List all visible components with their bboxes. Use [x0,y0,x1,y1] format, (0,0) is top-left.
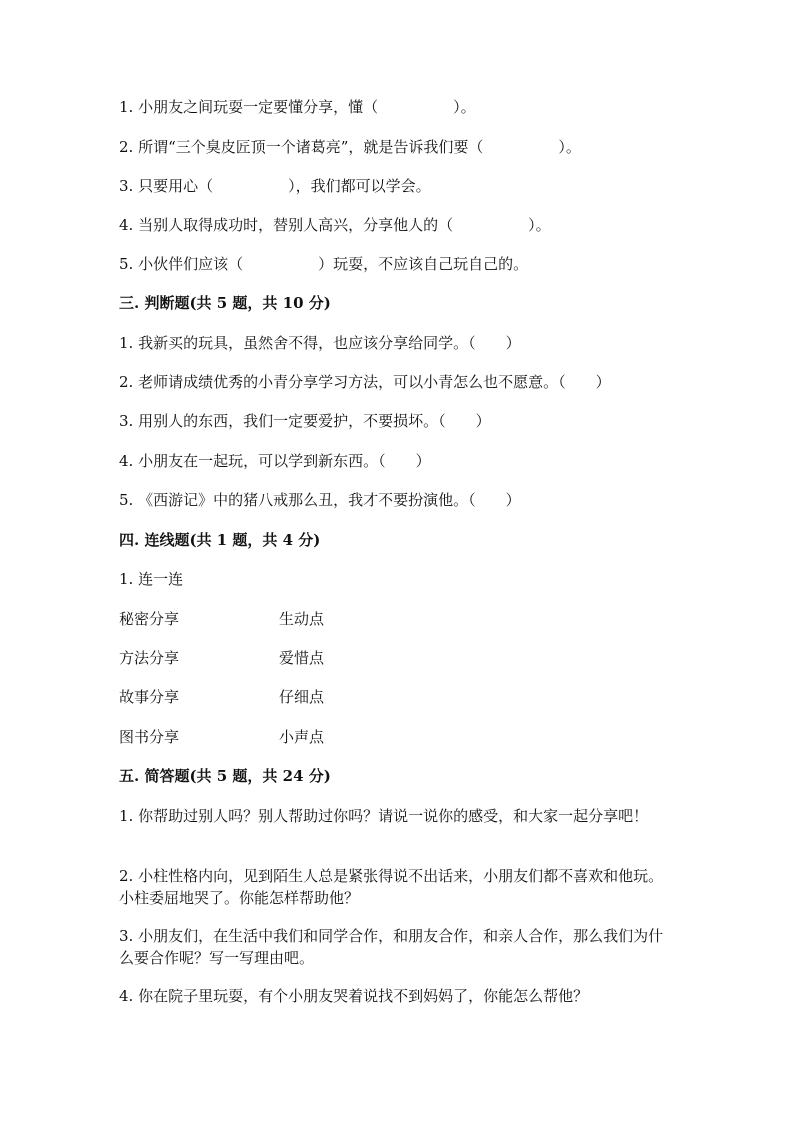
judge-item-3: 3. 用别人的东西，我们一定要爱护，不要损坏。（ ） [119,412,491,430]
match-right-1: 生动点 [279,610,325,628]
short-answer-item-2: 2. 小柱性格内向，见到陌生人总是紧张得说不出话来，小朋友们都不喜欢和他玩。小柱委屈地哭了。你能怎样帮助他？ [119,867,664,907]
match-right-2: 爱惜点 [279,649,325,667]
match-left-3: 故事分享 [119,688,180,706]
judge-item-2: 2. 老师请成绩优秀的小青分享学习方法，可以小青怎么也不愿意。（ ） [119,373,611,391]
section-3-title: 三. 判断题(共 5 题，共 10 分) [119,294,331,312]
judge-item-4: 4. 小朋友在一起玩，可以学到新东西。（ ） [119,452,431,470]
fill-blank-item-5: 5. 小伙伴们应该（ ）玩耍，不应该自己玩自己的。 [119,255,529,273]
match-right-4: 小声点 [279,728,325,746]
fill-blank-item-2: 2. 所谓“三个臭皮匠顶一个诸葛亮”，就是告诉我们要（ ）。 [119,138,581,156]
section-4-title: 四. 连线题(共 1 题，共 4 分) [119,531,321,549]
short-answer-item-4: 4. 你在院子里玩耍，有个小朋友哭着说找不到妈妈了，你能怎么帮他？ [119,987,589,1005]
match-left-4: 图书分享 [119,728,180,746]
short-answer-item-1: 1. 你帮助过别人吗？别人帮助过你吗？请说一说你的感受，和大家一起分享吧！ [119,807,649,825]
short-answer-item-3: 3. 小朋友们，在生活中我们和同学合作，和朋友合作，和亲人合作，那么我们为什么要合作呢？写一写理由吧。 [119,927,664,967]
section-5-title: 五. 简答题(共 5 题，共 24 分) [119,767,331,785]
match-left-2: 方法分享 [119,649,180,667]
match-right-3: 仔细点 [279,688,325,706]
judge-item-5: 5. 《西游记》中的猪八戒那么丑，我才不要扮演他。（ ） [119,491,521,509]
judge-item-1: 1. 我新买的玩具，虽然舍不得，也应该分享给同学。（ ） [119,334,521,352]
fill-blank-item-3: 3. 只要用心（ ），我们都可以学会。 [119,177,431,195]
match-left-1: 秘密分享 [119,610,180,628]
matching-question: 1. 连一连 [119,570,184,588]
fill-blank-item-1: 1. 小朋友之间玩耍一定要懂分享，懂（ ）。 [119,98,476,116]
fill-blank-item-4: 4. 当别人取得成功时，替别人高兴，分享他人的（ ）。 [119,216,551,234]
